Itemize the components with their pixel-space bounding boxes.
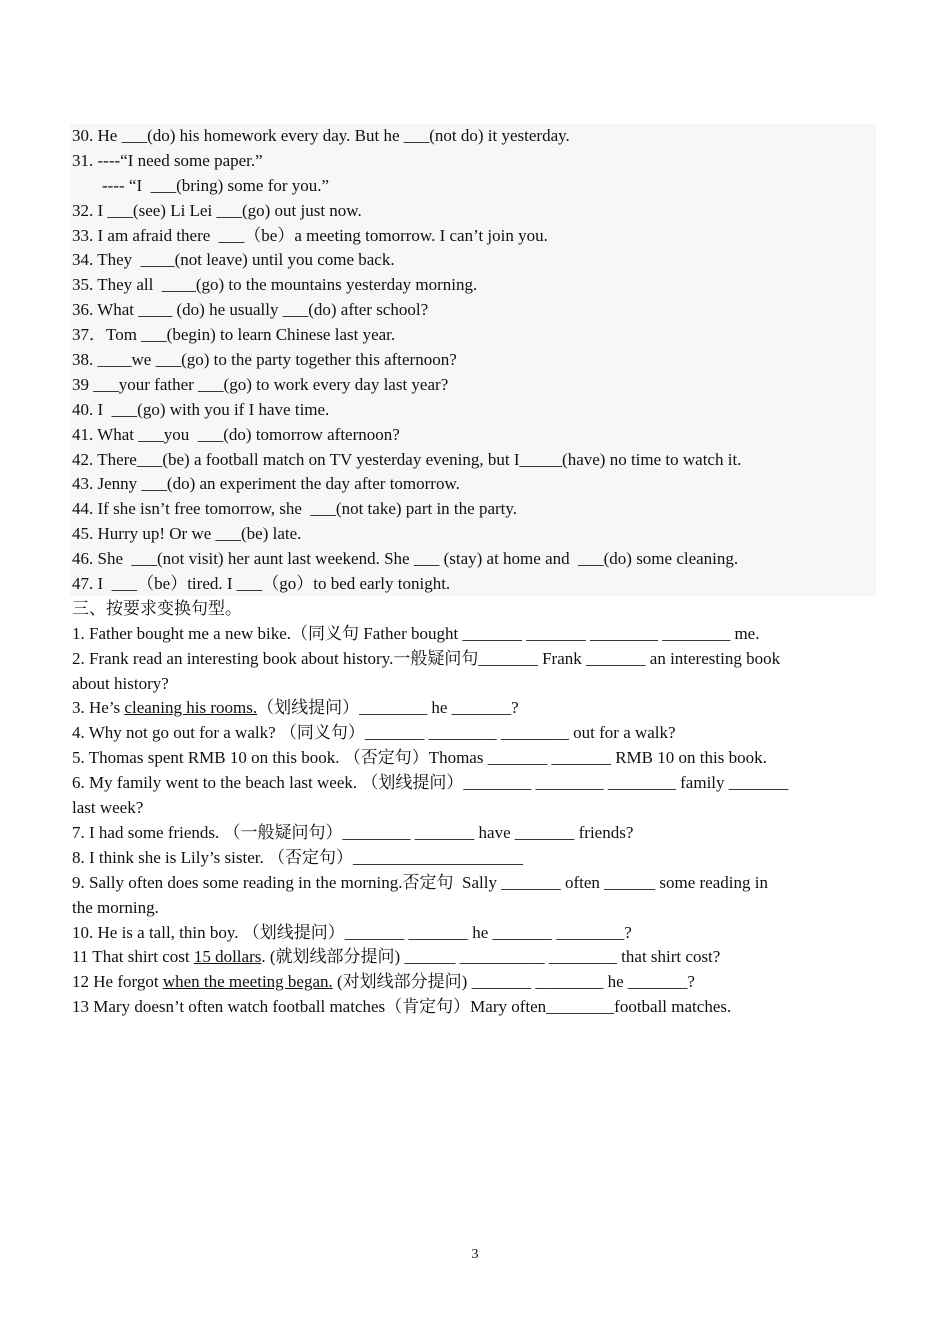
item-text: （划线提问）________ he _______? <box>257 698 519 718</box>
exercise-item <box>72 696 878 721</box>
exercise-item: 35. They all ____(go) to the mountains yesterday morning. <box>72 275 478 295</box>
exercise-item: 1. Father bought me a new bike.（同义句 Father bought _______ _______ ________ ________ me. <box>72 623 760 643</box>
exercise-item-continued: the morning. <box>72 897 159 917</box>
exercise-item: 44. If she isn’t free tomorrow, she ___(not take) part in the party. <box>72 499 518 519</box>
exercise-item: 43. Jenny ___(do) an experiment the day after tomorrow. <box>72 474 460 494</box>
underlined-phrase: when the meeting began. <box>162 972 333 992</box>
exercise-item: 30. He ___(do) his homework every day. But he ___(not do) it yesterday. <box>72 126 570 145</box>
exercise-item: 5. Thomas spent RMB 10 on this book. （否定句）Thomas _______ _______ RMB 10 on this book. <box>72 748 767 768</box>
exercise-item: 33. I am afraid there ___（be）a meeting tomorrow. I can’t join you. <box>72 225 548 245</box>
exercise-item: 13 Mary doesn’t often watch football matches（肯定句）Mary often________football matches. <box>72 997 732 1017</box>
item-text: . (就划线部分提问) ______ __________ ________ that shirt cost? <box>261 947 721 967</box>
exercise-item: 40. I ___(go) with you if I have time. <box>72 399 330 419</box>
exercise-item: 8. I think she is Lily’s sister. （否定句）____________________ <box>72 847 523 867</box>
item-text: 3. He’s <box>72 698 125 718</box>
exercise-item: ---- “I ___(bring) some for you.” <box>102 175 330 195</box>
exercise-item: 32. I ___(see) Li Lei ___(go) out just now. <box>72 200 362 220</box>
exercise-item: 46. She ___(not visit) her aunt last weekend. She ___ (stay) at home and ___(do) some cleaning. <box>72 549 739 569</box>
exercise-item: 9. Sally often does some reading in the morning.否定句 Sally _______ often ______ some reading in <box>72 872 768 892</box>
exercise-item: 4. Why not go out for a walk? （同义句）_______ ________ ________ out for a walk? <box>72 723 676 743</box>
section-heading: 三、按要求变换句型。 <box>72 598 242 618</box>
exercise-item: 6. My family went to the beach last week. （划线提问）________ ________ ________ family _______ <box>72 773 789 793</box>
item-text: (对划线部分提问) _______ ________ he _______? <box>332 972 695 992</box>
exercise-item: 34. They ____(not leave) until you come back. <box>72 250 395 270</box>
exercise-item: 45. Hurry up! Or we ___(be) late. <box>72 524 302 544</box>
underlined-phrase: cleaning his rooms. <box>124 698 258 718</box>
exercise-item: 2. Frank read an interesting book about history.一般疑问句_______ Frank _______ an interesting book <box>72 648 781 668</box>
exercise-item: 39 ___your father ___(go) to work every day last year? <box>72 374 449 394</box>
exercise-item: 38. ____we ___(go) to the party together this afternoon? <box>72 350 457 370</box>
underlined-phrase: 15 dollars <box>193 947 262 967</box>
exercise-item-continued: about history? <box>72 673 169 693</box>
exercise-lines <box>72 124 878 1020</box>
item-text: 12 He forgot <box>72 972 163 992</box>
exercise-item: 42. There___(be) a football match on TV yesterday evening, but I_____(have) no time to watch it. <box>72 449 742 469</box>
exercise-item: 31. ----“I need some paper.” <box>72 150 263 170</box>
exercise-item <box>72 945 878 970</box>
item-text: 11 That shirt cost <box>72 947 194 967</box>
exercise-item: 10. He is a tall, thin boy. （划线提问）_______ _______ he _______ ________? <box>72 922 632 942</box>
exercise-item <box>72 970 878 995</box>
exercise-item: 47. I ___（be）tired. I ___（go）to bed early tonight. <box>72 574 451 594</box>
page-number: 3 <box>471 1247 479 1262</box>
exercise-item: 7. I had some friends. （一般疑问句）________ _______ have _______ friends? <box>72 822 634 842</box>
exercise-item: 37．Tom ___(begin) to learn Chinese last year. <box>72 325 396 345</box>
exercise-item-continued: last week? <box>72 798 144 818</box>
exercise-item: 41. What ___you ___(do) tomorrow afternoon? <box>72 424 400 444</box>
exercise-item: 36. What ____ (do) he usually ___(do) after school? <box>72 300 429 320</box>
